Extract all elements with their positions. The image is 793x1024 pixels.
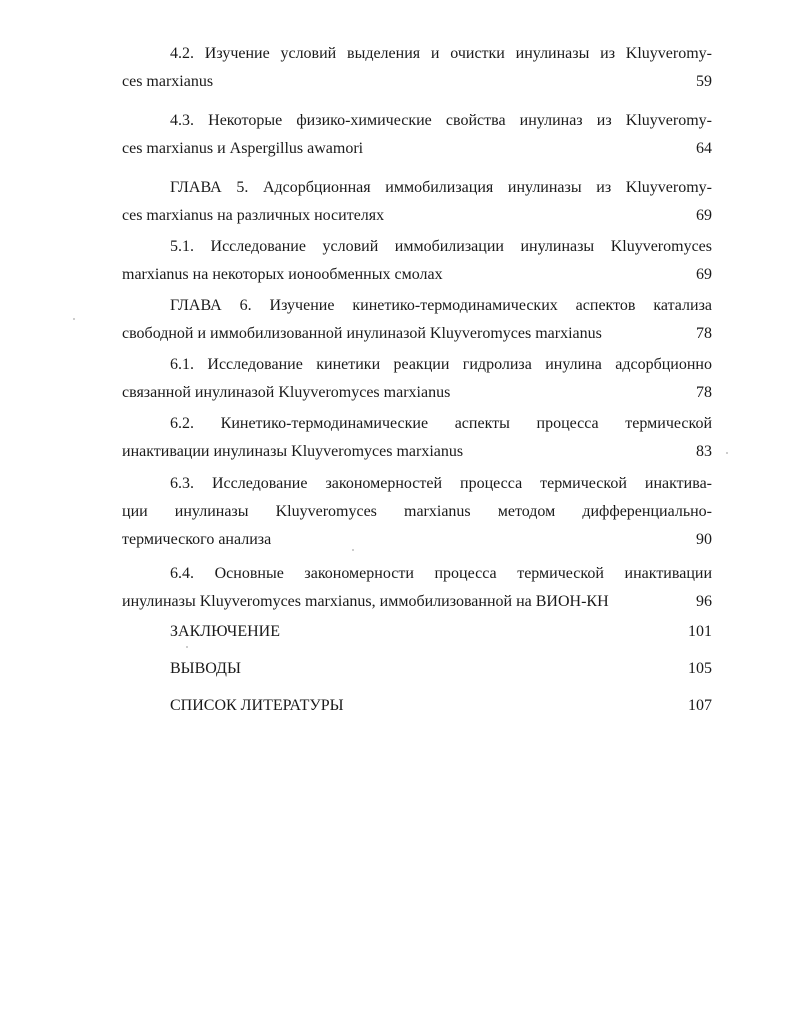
toc-entry-references (170, 692, 712, 720)
toc-entry-text: ces marxianus на различных носителях (122, 207, 385, 224)
toc-entry-text: инулиназы Kluyveromyces marxianus, иммобилизованной на ВИОН-КН (122, 593, 609, 610)
toc-page-number: 59 (696, 73, 712, 90)
toc-entry-6-3 (122, 470, 712, 554)
toc-entry-text: инактивации инулиназы Kluyveromyces marxianus (122, 443, 464, 460)
toc-entry-chapter-5 (122, 174, 712, 230)
toc-entry-text: ces marxianus (122, 73, 214, 90)
toc-page-number: 83 (696, 443, 712, 460)
toc-entry-6-1 (122, 351, 712, 407)
toc-page-number: 90 (696, 531, 712, 548)
toc-entry-text: ces marxianus и Aspergillus awamori (122, 140, 364, 157)
toc-entry-text: ВЫВОДЫ (170, 660, 241, 677)
scan-speck (352, 549, 354, 551)
toc-entry-text: marxianus на некоторых ионообменных смолах (122, 266, 443, 283)
toc-entry-text: 6.3. Исследование закономерностей процесса термической инактива- (170, 475, 712, 492)
toc-entry-text: 6.4. Основные закономерности процесса термической инактивации (170, 565, 712, 582)
toc-page-number: 78 (696, 325, 712, 342)
toc-entry-4-3 (122, 107, 712, 163)
toc-entry-text: СПИСОК ЛИТЕРАТУРЫ (170, 697, 344, 714)
toc-entry-6-2 (122, 410, 712, 466)
toc-page-number: 105 (688, 660, 712, 677)
toc-entry-findings (170, 655, 712, 683)
toc-entry-text: термического анализа (122, 531, 272, 548)
toc-entry-text: ции инулиназы Kluyveromyces marxianus методом дифференциально- (122, 503, 712, 520)
toc-entry-text: 6.2. Кинетико-термодинамические аспекты процесса термической (170, 415, 712, 432)
toc-page-number: 107 (688, 697, 712, 714)
toc-entry-text: 6.1. Исследование кинетики реакции гидролиза инулина адсорбционно (170, 356, 712, 373)
toc-entry-conclusion (170, 618, 712, 646)
toc-entry-text: ГЛАВА 6. Изучение кинетико-термодинамических аспектов катализа (170, 297, 712, 314)
toc-entry-chapter-6 (122, 292, 712, 348)
scan-speck (726, 452, 728, 454)
scan-speck (186, 646, 188, 648)
toc-entry-text: ЗАКЛЮЧЕНИЕ (170, 623, 280, 640)
toc-entry-6-4 (122, 560, 712, 616)
scan-speck (73, 318, 75, 320)
toc-entry-text: ГЛАВА 5. Адсорбционная иммобилизация инулиназы из Kluyveromy- (170, 179, 712, 196)
toc-page-number: 69 (696, 266, 712, 283)
toc-entry-text: 4.2. Изучение условий выделения и очистки инулиназы из Kluyveromy- (170, 45, 712, 62)
toc-page-number: 78 (696, 384, 712, 401)
toc-page-number: 96 (696, 593, 712, 610)
toc-page-number: 69 (696, 207, 712, 224)
toc-entry-text: 5.1. Исследование условий иммобилизации инулиназы Kluyveromyces (170, 238, 712, 255)
toc-entry-text: свободной и иммобилизованной инулиназой Kluyveromyces marxianus (122, 325, 602, 342)
toc-entry-4-2 (122, 40, 712, 96)
toc-entry-5-1 (122, 233, 712, 289)
toc-page-number: 64 (696, 140, 712, 157)
toc-entry-text: связанной инулиназой Kluyveromyces marxianus (122, 384, 451, 401)
toc-entry-text: 4.3. Некоторые физико-химические свойства инулиназ из Kluyveromy- (170, 112, 712, 129)
toc-page-number: 101 (688, 623, 712, 640)
